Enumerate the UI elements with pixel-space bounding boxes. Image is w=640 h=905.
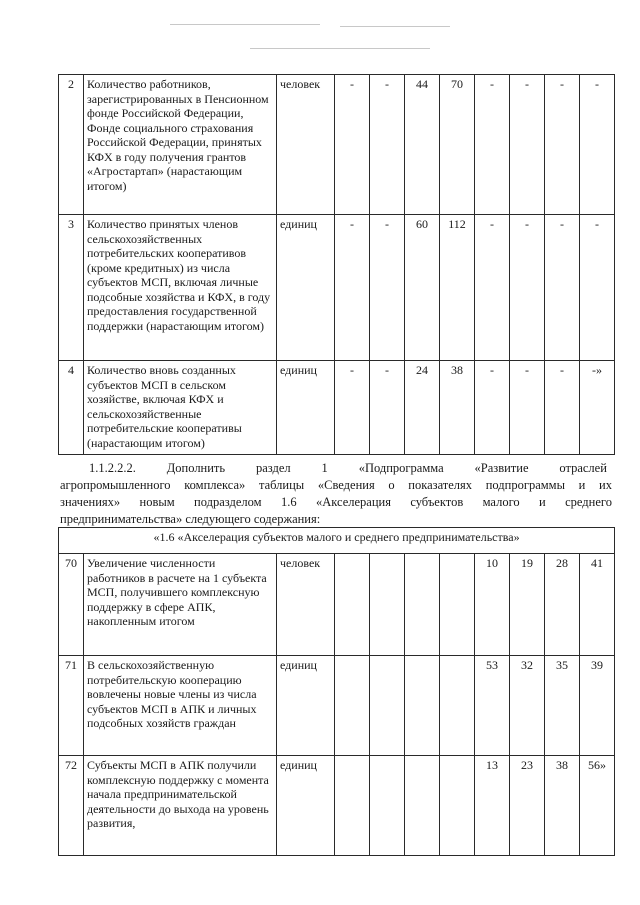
indicator-name: Количество работников, зарегистрированных в Пенсионном фонде Российской Федерации, Фонде социального страхования Российской Федерации, принятых КФХ в году получения грантов «Агростартап» (нарастающим итогом)	[84, 75, 277, 215]
paragraph-word: и	[539, 495, 546, 509]
paragraph-word: и	[578, 478, 586, 492]
unit-cell: единиц	[277, 215, 335, 361]
paragraph-line	[87, 460, 607, 477]
paragraph-word: 1.6	[280, 495, 297, 509]
value-cell: 38	[440, 361, 475, 455]
value-cell	[370, 756, 405, 856]
paragraph-word: среднего	[565, 495, 612, 509]
paragraph-word: малого	[482, 495, 520, 509]
row-number: 2	[59, 75, 84, 215]
paragraph-word: таблицы	[258, 478, 305, 492]
value-cell: -	[510, 75, 545, 215]
value-cell	[370, 554, 405, 656]
value-cell: 41	[580, 554, 615, 656]
paragraph-word: о	[388, 478, 395, 492]
value-cell: -	[335, 361, 370, 455]
paragraph-line	[60, 477, 612, 494]
value-cell: -	[475, 75, 510, 215]
indicator-name: В сельскохозяйственную потребительскую кооперацию вовлечены новые члены из числа субъектов МСП в АПК и личных подсобных хозяйств граждан	[84, 656, 277, 756]
paragraph-word: «Подпрограмма	[358, 461, 444, 475]
indicators-table-top	[58, 74, 615, 455]
row-number: 70	[59, 554, 84, 656]
indicator-name: Субъекты МСП в АПК получили комплексную поддержку с момента начала предпринимательской деятельности до выхода на уровень развития,	[84, 756, 277, 856]
row-number: 72	[59, 756, 84, 856]
value-cell: 60	[405, 215, 440, 361]
paragraph-word: субъектов	[410, 495, 464, 509]
value-cell: -»	[580, 361, 615, 455]
value-cell: 38	[545, 756, 580, 856]
paragraph-word: «Развитие	[474, 461, 529, 475]
value-cell	[335, 656, 370, 756]
section-title: «1.6 «Акселерация субъектов малого и среднего предпринимательства»	[59, 528, 615, 554]
value-cell: 32	[510, 656, 545, 756]
value-cell: -	[475, 215, 510, 361]
value-cell	[440, 656, 475, 756]
paragraph-word: подпрограммы	[485, 478, 565, 492]
value-cell: 112	[440, 215, 475, 361]
value-cell	[335, 756, 370, 856]
table-row	[59, 361, 615, 455]
paragraph-word: подразделом	[194, 495, 262, 509]
value-cell: -	[580, 75, 615, 215]
value-cell: -	[370, 215, 405, 361]
value-cell	[405, 554, 440, 656]
paragraph-word: 1	[321, 461, 328, 475]
value-cell	[335, 554, 370, 656]
value-cell: 44	[405, 75, 440, 215]
table-row	[59, 75, 615, 215]
row-number: 4	[59, 361, 84, 455]
indicator-name: Количество принятых членов сельскохозяйственных потребительских кооперативов (кроме кредитных) из числа субъектов МСП, включая личные подсобные хозяйства и КФХ, в году предоставления государственной поддержки (нарастающим итогом)	[84, 215, 277, 361]
indicator-name: Увеличение численности работников в расчете на 1 субъекта МСП, получившего комплексную поддержку в сфере АПК, накопленным итогом	[84, 554, 277, 656]
paragraph-word: отраслей	[559, 461, 607, 475]
paragraph-word: 1.1.2.2.2.	[89, 461, 136, 475]
section-header-row	[59, 528, 615, 554]
value-cell: -	[510, 361, 545, 455]
value-cell	[440, 554, 475, 656]
value-cell	[405, 756, 440, 856]
value-cell: -	[335, 215, 370, 361]
unit-cell: человек	[277, 554, 335, 656]
paragraph-line	[60, 494, 612, 511]
paragraph-word: Дополнить	[166, 461, 226, 475]
value-cell: -	[370, 361, 405, 455]
table-row	[59, 756, 615, 856]
value-cell: -	[545, 215, 580, 361]
paragraph-word: раздел	[256, 461, 291, 475]
value-cell: -	[580, 215, 615, 361]
value-cell	[370, 656, 405, 756]
scan-artifact	[170, 24, 320, 25]
value-cell: 23	[510, 756, 545, 856]
row-number: 71	[59, 656, 84, 756]
table-row	[59, 215, 615, 361]
paragraph-word: агропромышленного	[60, 478, 171, 492]
value-cell: 53	[475, 656, 510, 756]
paragraph-word: их	[599, 478, 612, 492]
value-cell: -	[545, 75, 580, 215]
value-cell: 10	[475, 554, 510, 656]
paragraph-word: значениях»	[60, 495, 121, 509]
value-cell: -	[510, 215, 545, 361]
unit-cell: единиц	[277, 756, 335, 856]
value-cell: 19	[510, 554, 545, 656]
value-cell: -	[545, 361, 580, 455]
amendment-paragraph	[87, 460, 607, 477]
unit-cell: человек	[277, 75, 335, 215]
paragraph-word: «Сведения	[317, 478, 375, 492]
indicators-table-acceleration	[58, 527, 615, 856]
amendment-paragraph-cont	[60, 477, 612, 528]
value-cell: 56»	[580, 756, 615, 856]
scan-artifact	[340, 26, 450, 27]
table-row	[59, 656, 615, 756]
unit-cell: единиц	[277, 656, 335, 756]
value-cell: 13	[475, 756, 510, 856]
paragraph-word: «Акселерация	[315, 495, 391, 509]
scan-artifact	[250, 48, 430, 49]
paragraph-word: показателях	[408, 478, 473, 492]
paragraph-word: комплекса»	[184, 478, 246, 492]
value-cell: 70	[440, 75, 475, 215]
row-number: 3	[59, 215, 84, 361]
paragraph-line: предпринимательства» следующего содержания:	[60, 512, 321, 526]
table-row	[59, 554, 615, 656]
paragraph-word: новым	[139, 495, 175, 509]
value-cell	[440, 756, 475, 856]
unit-cell: единиц	[277, 361, 335, 455]
value-cell: 28	[545, 554, 580, 656]
value-cell: -	[335, 75, 370, 215]
indicator-name: Количество вновь созданных субъектов МСП в сельском хозяйстве, включая КФХ и сельскохозяйственные потребительские кооперативы (нарастающим итогом)	[84, 361, 277, 455]
value-cell: 39	[580, 656, 615, 756]
value-cell: -	[370, 75, 405, 215]
value-cell: 35	[545, 656, 580, 756]
value-cell: 24	[405, 361, 440, 455]
value-cell: -	[475, 361, 510, 455]
value-cell	[405, 656, 440, 756]
